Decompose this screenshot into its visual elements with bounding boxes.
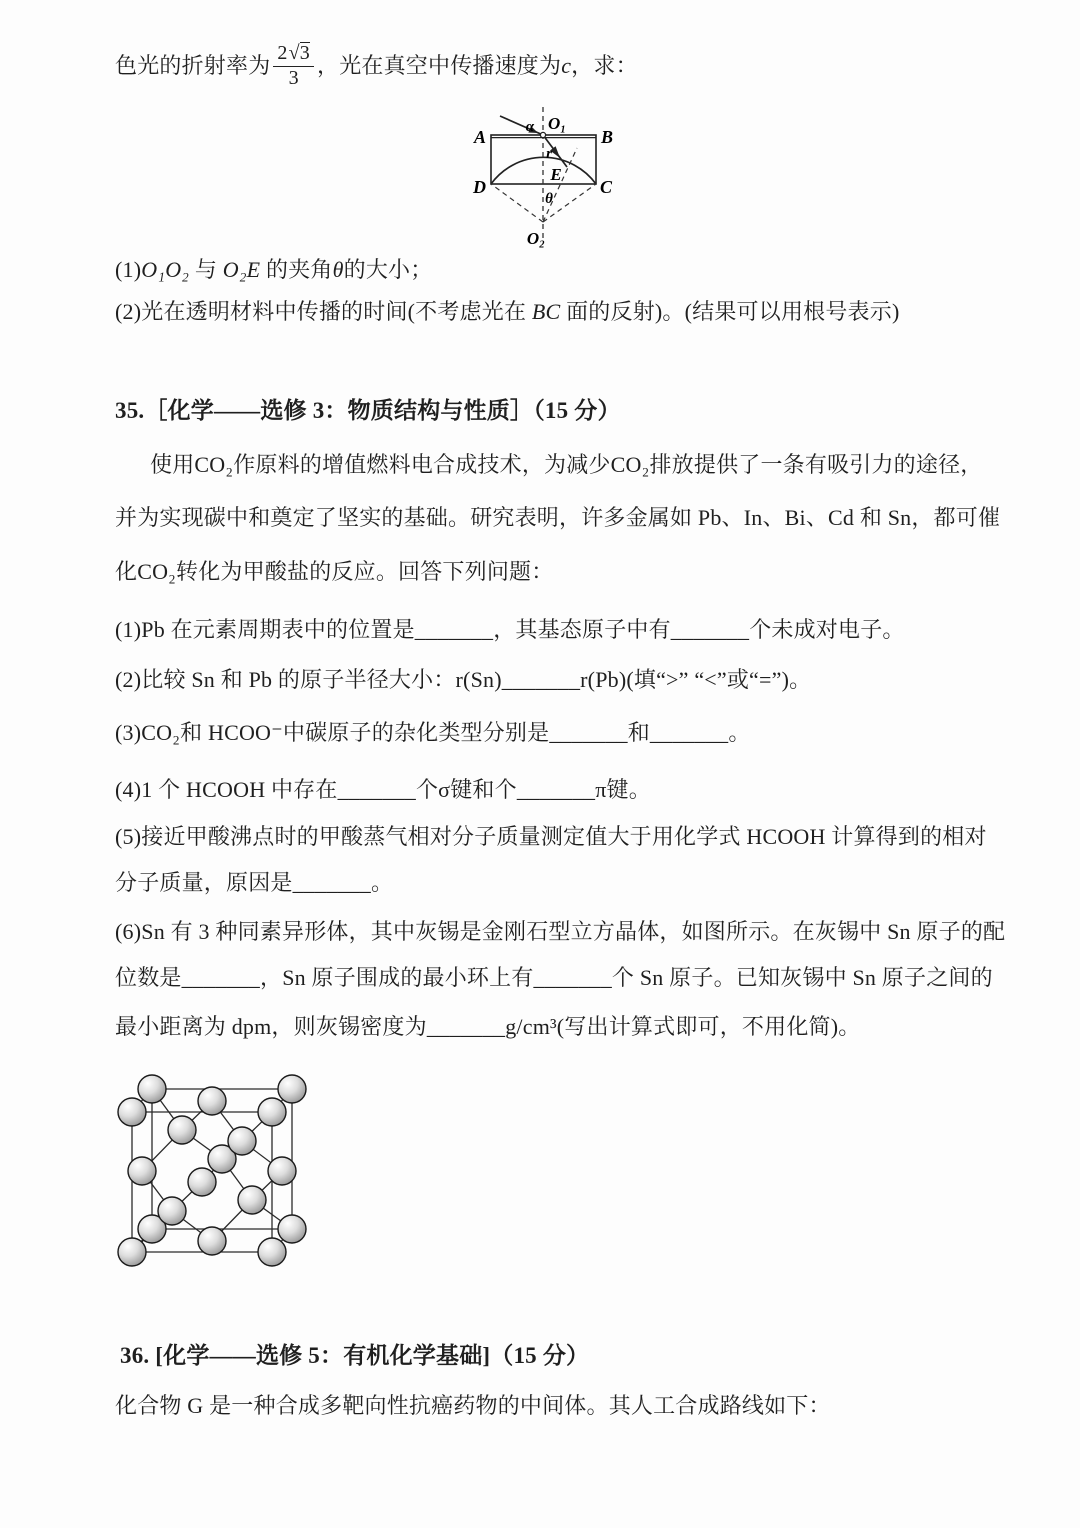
- label-E: E: [550, 165, 562, 184]
- physics-subquestion-1: [115, 255, 432, 285]
- q35-sub-6-line-1: (6)Sn 有 3 种同素异形体，其中灰锡是金刚石型立方晶体，如图所示。在灰锡中 Sn 原子的配: [115, 919, 1006, 944]
- physics-subquestion-2: [115, 297, 900, 327]
- label-alpha: α: [525, 119, 534, 135]
- label-r: r: [546, 146, 552, 162]
- label-O1: O₁: [548, 114, 567, 133]
- fraction-denominator: 3: [273, 66, 314, 90]
- q36-intro: 化合物 G 是一种合成多靶向性抗癌药物的中间体。其人工合成路线如下：: [115, 1393, 831, 1418]
- q2-text-1: (2)光在透明材料中传播的时间(不考虑光在: [115, 299, 532, 324]
- sqrt-symbol: √: [288, 42, 300, 65]
- q35-sub-5-line-2: 分子质量，原因是_______。: [115, 870, 394, 895]
- speed-of-light-symbol: c: [561, 53, 572, 79]
- intro-post-text: ，求：: [571, 53, 638, 79]
- q1-math-theta: θ: [332, 257, 344, 282]
- tin-atoms: [118, 1075, 306, 1266]
- q35-paragraph-line-3: 化CO₂转化为甲酸盐的反应。回答下列问题：: [115, 559, 554, 584]
- q1-text-3: 的大小；: [343, 257, 433, 282]
- q2-math-BC: BC: [531, 299, 561, 324]
- point-O1-marker: [540, 132, 545, 137]
- label-theta: θ: [545, 191, 553, 207]
- glass-block-outline: [491, 135, 596, 184]
- label-D: D: [473, 177, 486, 197]
- q35-paragraph-line-1: 使用CO₂作原料的增值燃料电合成技术，为减少CO₂排放提供了一条有吸引力的途径，: [150, 452, 983, 477]
- frac-coefficient: 2: [277, 42, 288, 65]
- q1-math-O1O2: O₁O₂: [141, 257, 190, 282]
- q35-sub-2: (2)比较 Sn 和 Pb 的原子半径大小：r(Sn)_______r(Pb)(填“>” “<”或“=”)。: [115, 667, 812, 692]
- optics-figure: [440, 100, 660, 250]
- frac-radicand: 3: [299, 42, 310, 65]
- q35-sub-5-line-1: (5)接近甲酸沸点时的甲酸蒸气相对分子质量测定值大于用化学式 HCOOH 计算得到的相对: [115, 824, 987, 849]
- intro-mid-text: ，光在真空中传播速度为: [317, 53, 562, 79]
- q35-sub-1: (1)Pb 在元素周期表中的位置是_______，其基态原子中有_______个未成对电子。: [115, 617, 905, 642]
- q35-sub-3: (3)CO₂和 HCOO⁻中碳原子的杂化类型分别是_______和_______。: [115, 720, 751, 745]
- intro-pre-text: 色光的折射率为: [115, 53, 271, 79]
- q1-number: (1): [115, 257, 142, 282]
- q35-sub-6-line-3: 最小距离为 dpm，则灰锡密度为_______g/cm³(写出计算式即可，不用化简)。: [115, 1014, 861, 1039]
- question-36-title: 36. [化学——选修 5：有机化学基础]（15 分）: [120, 1343, 590, 1368]
- q35-paragraph-line-2: 并为实现碳中和奠定了坚实的基础。研究表明，许多金属如 Pb、In、Bi、Cd 和 Sn，都可催: [115, 505, 1001, 530]
- q1-math-O2E: O₂E: [222, 257, 261, 282]
- crystal-structure-figure: [110, 1068, 330, 1278]
- fraction-numerator: [273, 42, 314, 66]
- q35-sub-6-line-2: 位数是_______，Sn 原子围成的最小环上有_______个 Sn 原子。已知灰锡中 Sn 原子之间的: [115, 965, 993, 990]
- refractive-index-fraction: [273, 42, 314, 89]
- physics-intro-line: [115, 38, 638, 94]
- radius-O2D-dashed: [491, 184, 543, 222]
- label-A: A: [473, 127, 486, 147]
- q35-sub-4: (4)1 个 HCOOH 中存在_______个σ键和个_______π键。: [115, 777, 651, 802]
- q2-text-2: 面的反射)。(结果可以用根号表示): [560, 299, 900, 324]
- label-C: C: [600, 177, 613, 197]
- q1-text-2: 的夹角: [260, 257, 333, 282]
- q1-text-1: 与: [189, 257, 223, 282]
- label-O2: O₂: [526, 229, 546, 248]
- question-35-title: 35.［化学——选修 3：物质结构与性质］（15 分）: [115, 398, 621, 423]
- label-B: B: [601, 127, 614, 147]
